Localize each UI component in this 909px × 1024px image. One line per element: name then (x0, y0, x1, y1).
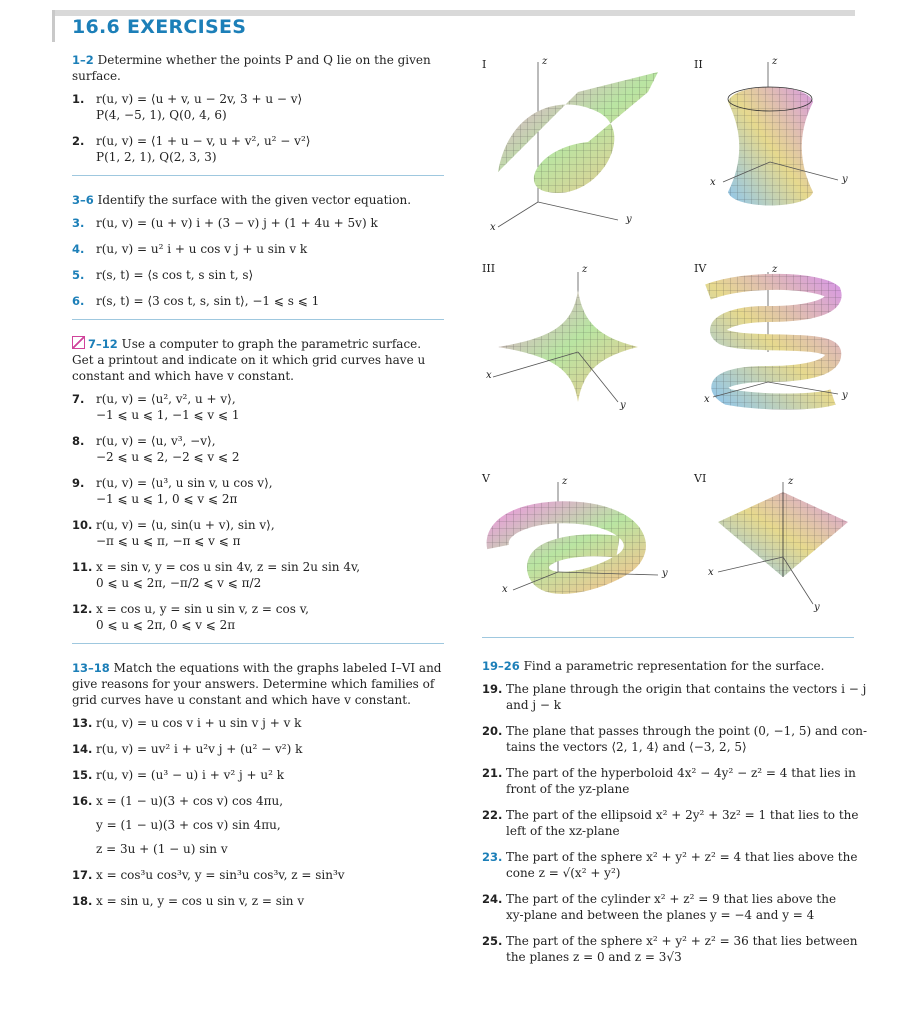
axis-x-label: x (710, 177, 716, 188)
exercise-line: r(s, t) = ⟨3 cos t, s, sin t⟩, −1 ⩽ s ⩽ 1 (96, 294, 320, 308)
exercise-item (72, 475, 444, 507)
section-13-18 (72, 660, 444, 708)
section-divider (482, 637, 854, 638)
exercise-item (72, 133, 444, 165)
exercise-line: The part of the sphere x² + y² + z² = 36 that lies between (506, 934, 858, 948)
exercise-body (96, 91, 302, 123)
graphs-svg (478, 52, 858, 637)
graph-label-IV: IV (694, 262, 707, 275)
exercise-number: 8. (72, 434, 85, 448)
exercise-line: r(u, v) = ⟨u + v, u − 2v, 3 + u − v⟩ (96, 92, 303, 106)
axis-y-label: y (842, 390, 848, 401)
exercise-number: 13. (72, 716, 93, 730)
exercise-item (72, 601, 444, 633)
exercise-line: cone z = √(x² + y²) (506, 866, 621, 880)
exercise-number: 25. (482, 934, 503, 948)
exercise-line: front of the yz-plane (506, 782, 630, 796)
section-range: 7–12 (88, 337, 118, 351)
exercise-line: −π ⩽ u ⩽ π, −π ⩽ v ⩽ π (96, 534, 241, 548)
graph-VI (718, 482, 848, 604)
exercise-number: 21. (482, 766, 503, 780)
exercise-line: r(u, v) = u² i + u cos v j + u sin v k (96, 242, 308, 256)
exercise-body (96, 767, 284, 783)
axis-z-label: z (772, 56, 778, 67)
axis-y-label: y (662, 568, 668, 579)
section-instruction: Use a computer to graph the parametric surface. Get a printout and indicate on it which grid curves have u constant and which have v constant. (72, 337, 426, 383)
header-accent-bar (52, 10, 55, 42)
exercise-line: x = sin v, y = cos u sin 4v, z = sin 2u sin 4v, (96, 560, 361, 574)
exercise-line: left of the xz-plane (506, 824, 620, 838)
exercise-line: and j − k (506, 698, 562, 712)
exercise-line: x = cos³u cos³v, y = sin³u cos³v, z = sin³v (96, 868, 345, 882)
exercise-body (96, 293, 319, 309)
axis-z-label: z (788, 476, 794, 487)
exercise-item (72, 517, 444, 549)
exercise-number: 1. (72, 92, 85, 106)
exercise-list (72, 391, 444, 633)
exercise-line: The part of the cylinder x² + z² = 9 that lies above the (506, 892, 837, 906)
exercise-line: r(u, v) = ⟨u², v², u + v⟩, (96, 392, 236, 406)
axis-x-label: x (486, 370, 492, 381)
exercise-list (482, 681, 868, 965)
exercise-number: 9. (72, 476, 85, 490)
exercise-number: 16. (72, 794, 93, 808)
exercise-line: x = sin u, y = cos u sin v, z = sin v (96, 894, 305, 908)
exercise-number: 17. (72, 868, 93, 882)
exercise-body (96, 559, 360, 591)
exercise-item (482, 723, 868, 755)
exercise-item (72, 215, 444, 231)
exercise-body (96, 867, 345, 883)
axis-z-label: z (772, 264, 778, 275)
graph-label-V: V (482, 472, 490, 485)
exercise-line: x = cos u, y = sin u sin v, z = cos v, (96, 602, 309, 616)
exercise-item (72, 559, 444, 591)
exercise-line: 0 ⩽ u ⩽ 2π, −π/2 ⩽ v ⩽ π/2 (96, 576, 262, 590)
exercise-line: r(s, t) = ⟨s cos t, s sin t, s⟩ (96, 268, 254, 282)
exercise-item (72, 893, 444, 909)
exercise-number: 3. (72, 216, 85, 230)
exercise-body (506, 807, 859, 839)
exercise-line: The part of the sphere x² + y² + z² = 4 that lies above the (506, 850, 858, 864)
exercise-body (96, 133, 310, 165)
surface-graphs (478, 52, 858, 637)
exercise-item (482, 891, 854, 923)
axis-x-label: x (708, 567, 714, 578)
exercise-body (96, 215, 378, 231)
section-instruction: Identify the surface with the given vector equation. (97, 193, 412, 207)
exercise-number: 11. (72, 560, 93, 574)
graph-IV (708, 272, 838, 402)
exercise-number: 23. (482, 850, 503, 864)
axis-z-label: z (542, 56, 548, 67)
exercise-item (72, 241, 444, 257)
exercise-body (96, 241, 307, 257)
exercise-item (72, 741, 444, 757)
axis-x-label: x (490, 222, 496, 233)
section-divider (72, 643, 444, 644)
exercise-line: r(u, v) = (u + v) i + (3 − v) j + (1 + 4u + 5v) k (96, 216, 378, 230)
exercise-number: 2. (72, 134, 85, 148)
exercise-body (96, 517, 275, 549)
exercise-item (72, 293, 444, 309)
section-1-2 (72, 52, 444, 84)
graph-II (723, 62, 838, 206)
exercise-item (72, 767, 444, 783)
exercise-item (482, 681, 867, 713)
exercise-line: The plane through the origin that contains the vectors i − j (506, 682, 867, 696)
exercise-line: r(u, v) = ⟨u, v³, −v⟩, (96, 434, 216, 448)
exercise-item (482, 807, 859, 839)
section-7-12 (72, 336, 444, 384)
exercise-line: r(u, v) = ⟨u, sin(u + v), sin v⟩, (96, 518, 275, 532)
exercise-number: 6. (72, 294, 85, 308)
exercise-list (72, 715, 444, 909)
axis-x-label: x (704, 394, 710, 405)
exercise-line: xy-plane and between the planes y = −4 and y = 4 (506, 908, 815, 922)
exercise-list (72, 215, 444, 309)
graph-V (498, 482, 658, 590)
exercise-body (96, 715, 301, 731)
exercise-item (72, 91, 444, 123)
exercise-line: r(u, v) = uv² i + u²v j + (u² − v²) k (96, 742, 303, 756)
exercise-line: r(u, v) = (u³ − u) i + v² j + u² k (96, 768, 285, 782)
exercise-line: −1 ⩽ u ⩽ 1, 0 ⩽ v ⩽ 2π (96, 492, 238, 506)
section-range: 13–18 (72, 661, 110, 675)
exercise-number: 14. (72, 742, 93, 756)
exercise-body (96, 893, 304, 909)
graph-label-III: III (482, 262, 496, 275)
exercise-number: 5. (72, 268, 85, 282)
exercise-item (72, 793, 444, 857)
axis-y-label: y (842, 174, 848, 185)
exercise-line: P(1, 2, 1), Q(2, 3, 3) (96, 150, 217, 164)
exercise-number: 22. (482, 808, 503, 822)
section-instruction: Find a parametric representation for the surface. (523, 659, 825, 673)
graph-I (498, 62, 658, 227)
exercise-item (482, 849, 858, 881)
exercise-number: 12. (72, 602, 93, 616)
section-range: 19–26 (482, 659, 520, 673)
exercise-line: −1 ⩽ u ⩽ 1, −1 ⩽ v ⩽ 1 (96, 408, 240, 422)
exercise-line: P(4, −5, 1), Q(0, 4, 6) (96, 108, 227, 122)
exercise-line: −2 ⩽ u ⩽ 2, −2 ⩽ v ⩽ 2 (96, 450, 240, 464)
exercise-body (96, 793, 283, 857)
section-3-6 (72, 192, 444, 208)
left-column (72, 52, 444, 919)
graph-III (493, 272, 638, 402)
exercise-body (96, 433, 240, 465)
exercise-line: 0 ⩽ u ⩽ 2π, 0 ⩽ v ⩽ 2π (96, 618, 236, 632)
graph-label-II: II (694, 58, 703, 71)
exercise-number: 20. (482, 724, 503, 738)
section-instruction: Determine whether the points P and Q lie on the given surface. (72, 53, 431, 83)
exercise-body (506, 681, 866, 713)
exercise-body (506, 723, 867, 755)
graph-label-VI: VI (694, 472, 707, 485)
exercise-number: 4. (72, 242, 85, 256)
section-19-26 (482, 658, 854, 674)
exercise-item (482, 933, 858, 965)
exercise-line: r(u, v) = ⟨u³, u sin v, u cos v⟩, (96, 476, 273, 490)
exercise-item (72, 391, 444, 423)
exercise-item (72, 433, 444, 465)
section-divider (72, 175, 444, 176)
right-column (482, 658, 868, 975)
axis-y-label: y (620, 400, 626, 411)
exercise-body (506, 891, 836, 923)
exercise-line: r(u, v) = ⟨1 + u − v, u + v², u² − v²⟩ (96, 134, 311, 148)
exercise-item (72, 267, 444, 283)
exercise-body (96, 267, 253, 283)
exercise-body (96, 601, 309, 633)
exercise-line: The part of the hyperboloid 4x² − 4y² − z² = 4 that lies in (506, 766, 856, 780)
exercise-item (482, 765, 854, 797)
exercise-line: r(u, v) = u cos v i + u sin v j + v k (96, 716, 302, 730)
exercise-body (506, 849, 857, 881)
axis-z-label: z (582, 264, 588, 275)
section-divider (72, 319, 444, 320)
exercise-item (72, 715, 444, 731)
exercise-number: 24. (482, 892, 503, 906)
exercise-line: The part of the ellipsoid x² + 2y² + 3z² = 1 that lies to the (506, 808, 859, 822)
section-instruction: Match the equations with the graphs labeled I–VI and give reasons for your answers. Determine which families of grid curves have u constant and which have v constant. (72, 661, 442, 707)
exercise-body (506, 933, 857, 965)
exercise-body (96, 475, 273, 507)
exercise-line: x = (1 − u)(3 + cos v) cos 4πu, (96, 794, 284, 808)
axis-y-label: y (626, 214, 632, 225)
exercise-line: z = 3u + (1 − u) sin v (96, 842, 228, 856)
page-title: 16.6 EXERCISES (72, 16, 247, 38)
exercise-item (72, 867, 444, 883)
exercise-line: the planes z = 0 and z = 3√3 (506, 950, 682, 964)
exercise-body (506, 765, 856, 797)
section-range: 1–2 (72, 53, 94, 67)
section-range: 3–6 (72, 193, 94, 207)
exercise-line: tains the vectors ⟨2, 1, 4⟩ and ⟨−3, 2, 5⟩ (506, 740, 747, 754)
exercise-list (72, 91, 444, 165)
axis-x-label: x (502, 584, 508, 595)
exercise-number: 15. (72, 768, 93, 782)
exercise-number: 10. (72, 518, 93, 532)
exercise-number: 18. (72, 894, 93, 908)
exercise-line: y = (1 − u)(3 + cos v) sin 4πu, (96, 818, 281, 832)
exercise-number: 19. (482, 682, 503, 696)
exercise-body (96, 741, 302, 757)
exercise-number: 7. (72, 392, 85, 406)
graph-label-I: I (482, 58, 487, 71)
exercise-body (96, 391, 240, 423)
axis-y-label: y (814, 602, 820, 613)
graphing-calculator-icon (72, 336, 85, 349)
exercise-line: The plane that passes through the point (0, −1, 5) and con- (506, 724, 868, 738)
axis-z-label: z (562, 476, 568, 487)
